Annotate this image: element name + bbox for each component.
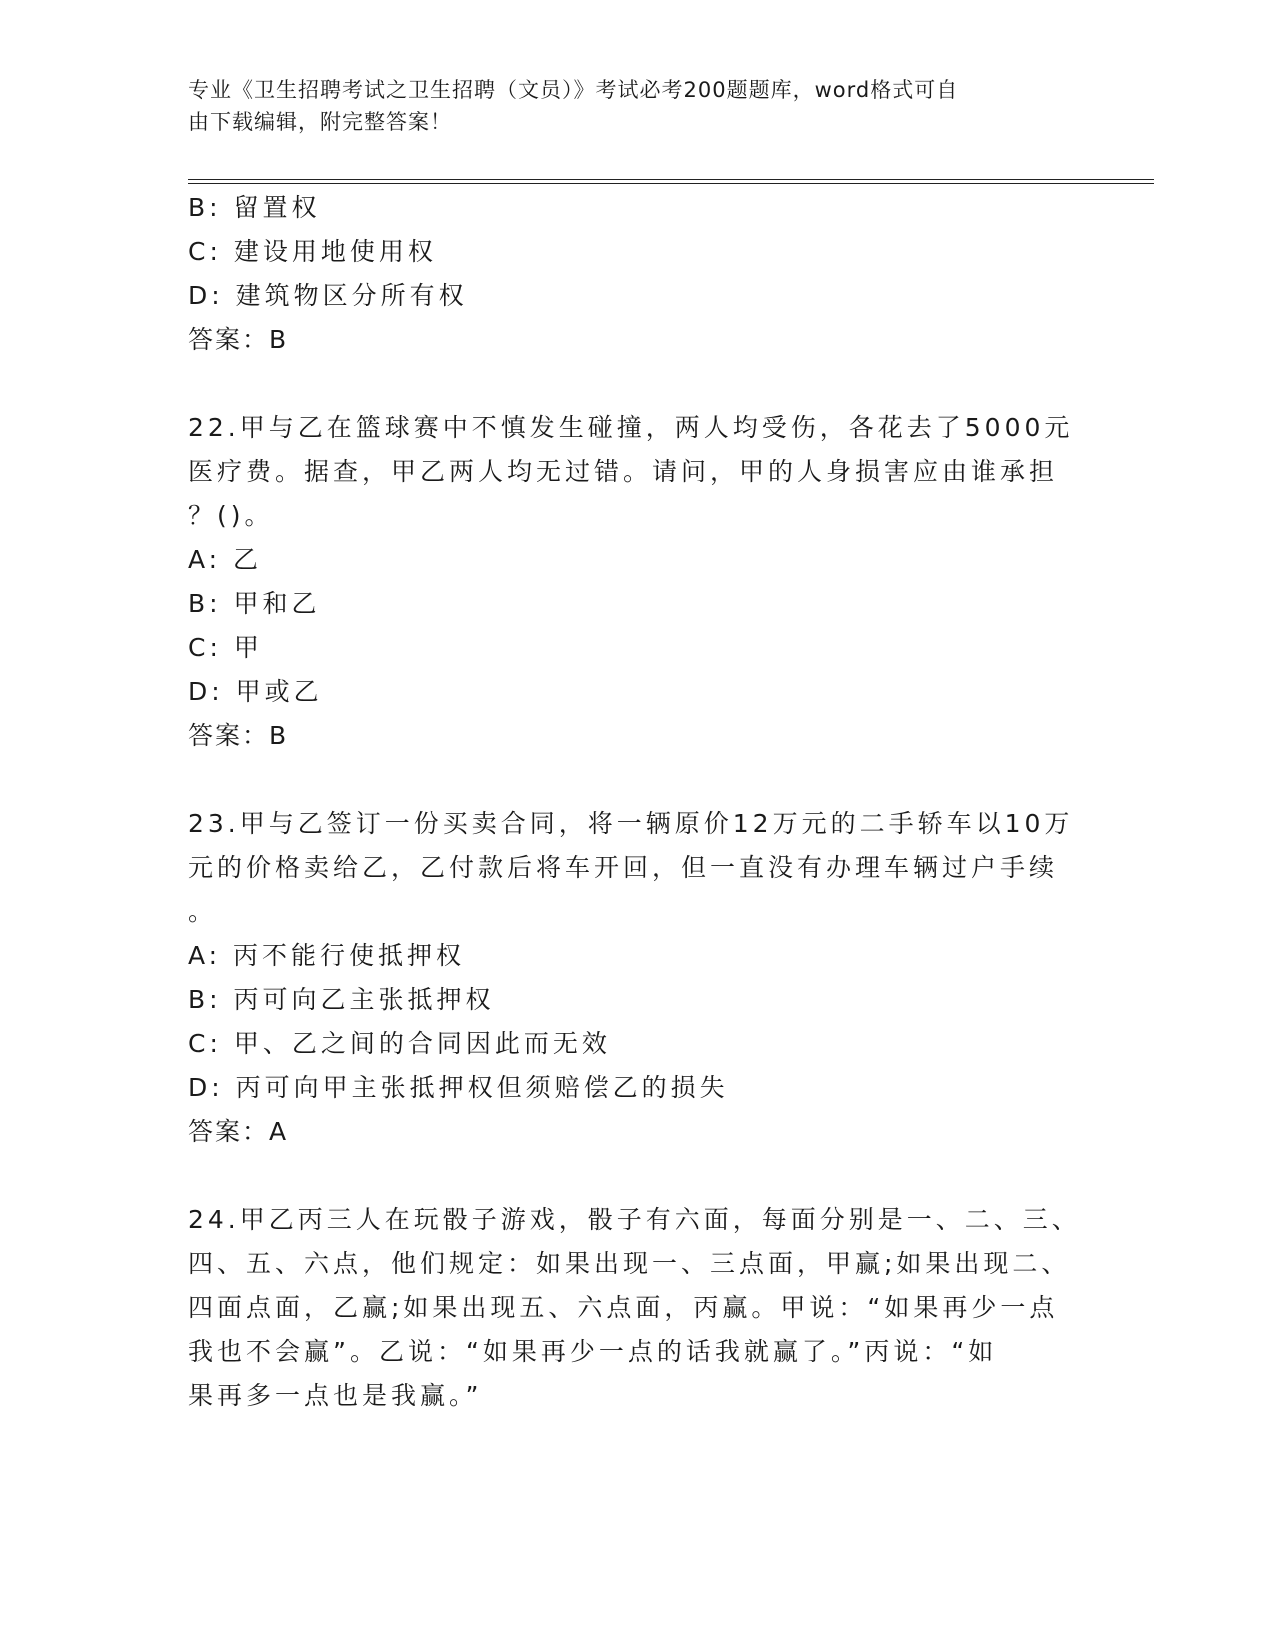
answer-line: 答案：B [188, 325, 289, 354]
question-23-option-c: C: 甲、乙之间的合同因此而无效 [188, 1029, 611, 1058]
option-c: C: 建设用地使用权 [188, 237, 437, 266]
question-24-line-5: 果再多一点也是我赢。” [188, 1381, 483, 1410]
question-22-line-2: 医疗费。据查，甲乙两人均无过错。请问，甲的人身损害应由谁承担 [188, 457, 1059, 486]
header-line-1: 专业《卫生招聘考试之卫生招聘（文员）》考试必考200题题库，word格式可自 [188, 78, 959, 102]
option-d: D: 建筑物区分所有权 [188, 281, 468, 310]
question-24-line-3: 四面点面，乙赢;如果出现五、六点面，丙赢。甲说：“如果再少一点 [188, 1293, 1059, 1322]
question-23-option-b: B: 丙可向乙主张抵押权 [188, 985, 495, 1014]
question-23-line-2: 元的价格卖给乙，乙付款后将车开回，但一直没有办理车辆过户手续 [188, 853, 1059, 882]
question-22-answer: 答案：B [188, 721, 289, 750]
question-23-line-1: 23.甲与乙签订一份买卖合同，将一辆原价12万元的二手轿车以10万 [188, 809, 1074, 838]
question-22-option-a: A: 乙 [188, 545, 263, 574]
question-22-line-3: ？()。 [188, 501, 274, 530]
question-24-line-4: 我也不会赢”。乙说：“如果再少一点的话我就赢了。”丙说：“如 [188, 1337, 998, 1366]
question-22-option-d: D: 甲或乙 [188, 677, 323, 706]
question-24-line-1: 24.甲乙丙三人在玩骰子游戏，骰子有六面，每面分别是一、二、三、 [188, 1205, 1081, 1234]
document-header [188, 74, 1088, 138]
header-rule-bottom [188, 183, 1154, 184]
question-23-answer: 答案：A [188, 1117, 289, 1146]
header-line-2: 由下载编辑，附完整答案！ [188, 110, 452, 134]
question-23-option-d: D: 丙可向甲主张抵押权但须赔偿乙的损失 [188, 1073, 729, 1102]
question-22-line-1: 22.甲与乙在篮球赛中不慎发生碰撞，两人均受伤，各花去了5000元 [188, 413, 1074, 442]
question-24-line-2: 四、五、六点，他们规定：如果出现一、三点面，甲赢;如果出现二、 [188, 1249, 1071, 1278]
header-rule-top [188, 179, 1154, 180]
question-22-option-c: C: 甲 [188, 633, 263, 662]
question-23-option-a: A: 丙不能行使抵押权 [188, 941, 466, 970]
question-23-line-3: 。 [188, 897, 218, 926]
question-22-option-b: B: 甲和乙 [188, 589, 321, 618]
option-b: B: 留置权 [188, 193, 321, 222]
